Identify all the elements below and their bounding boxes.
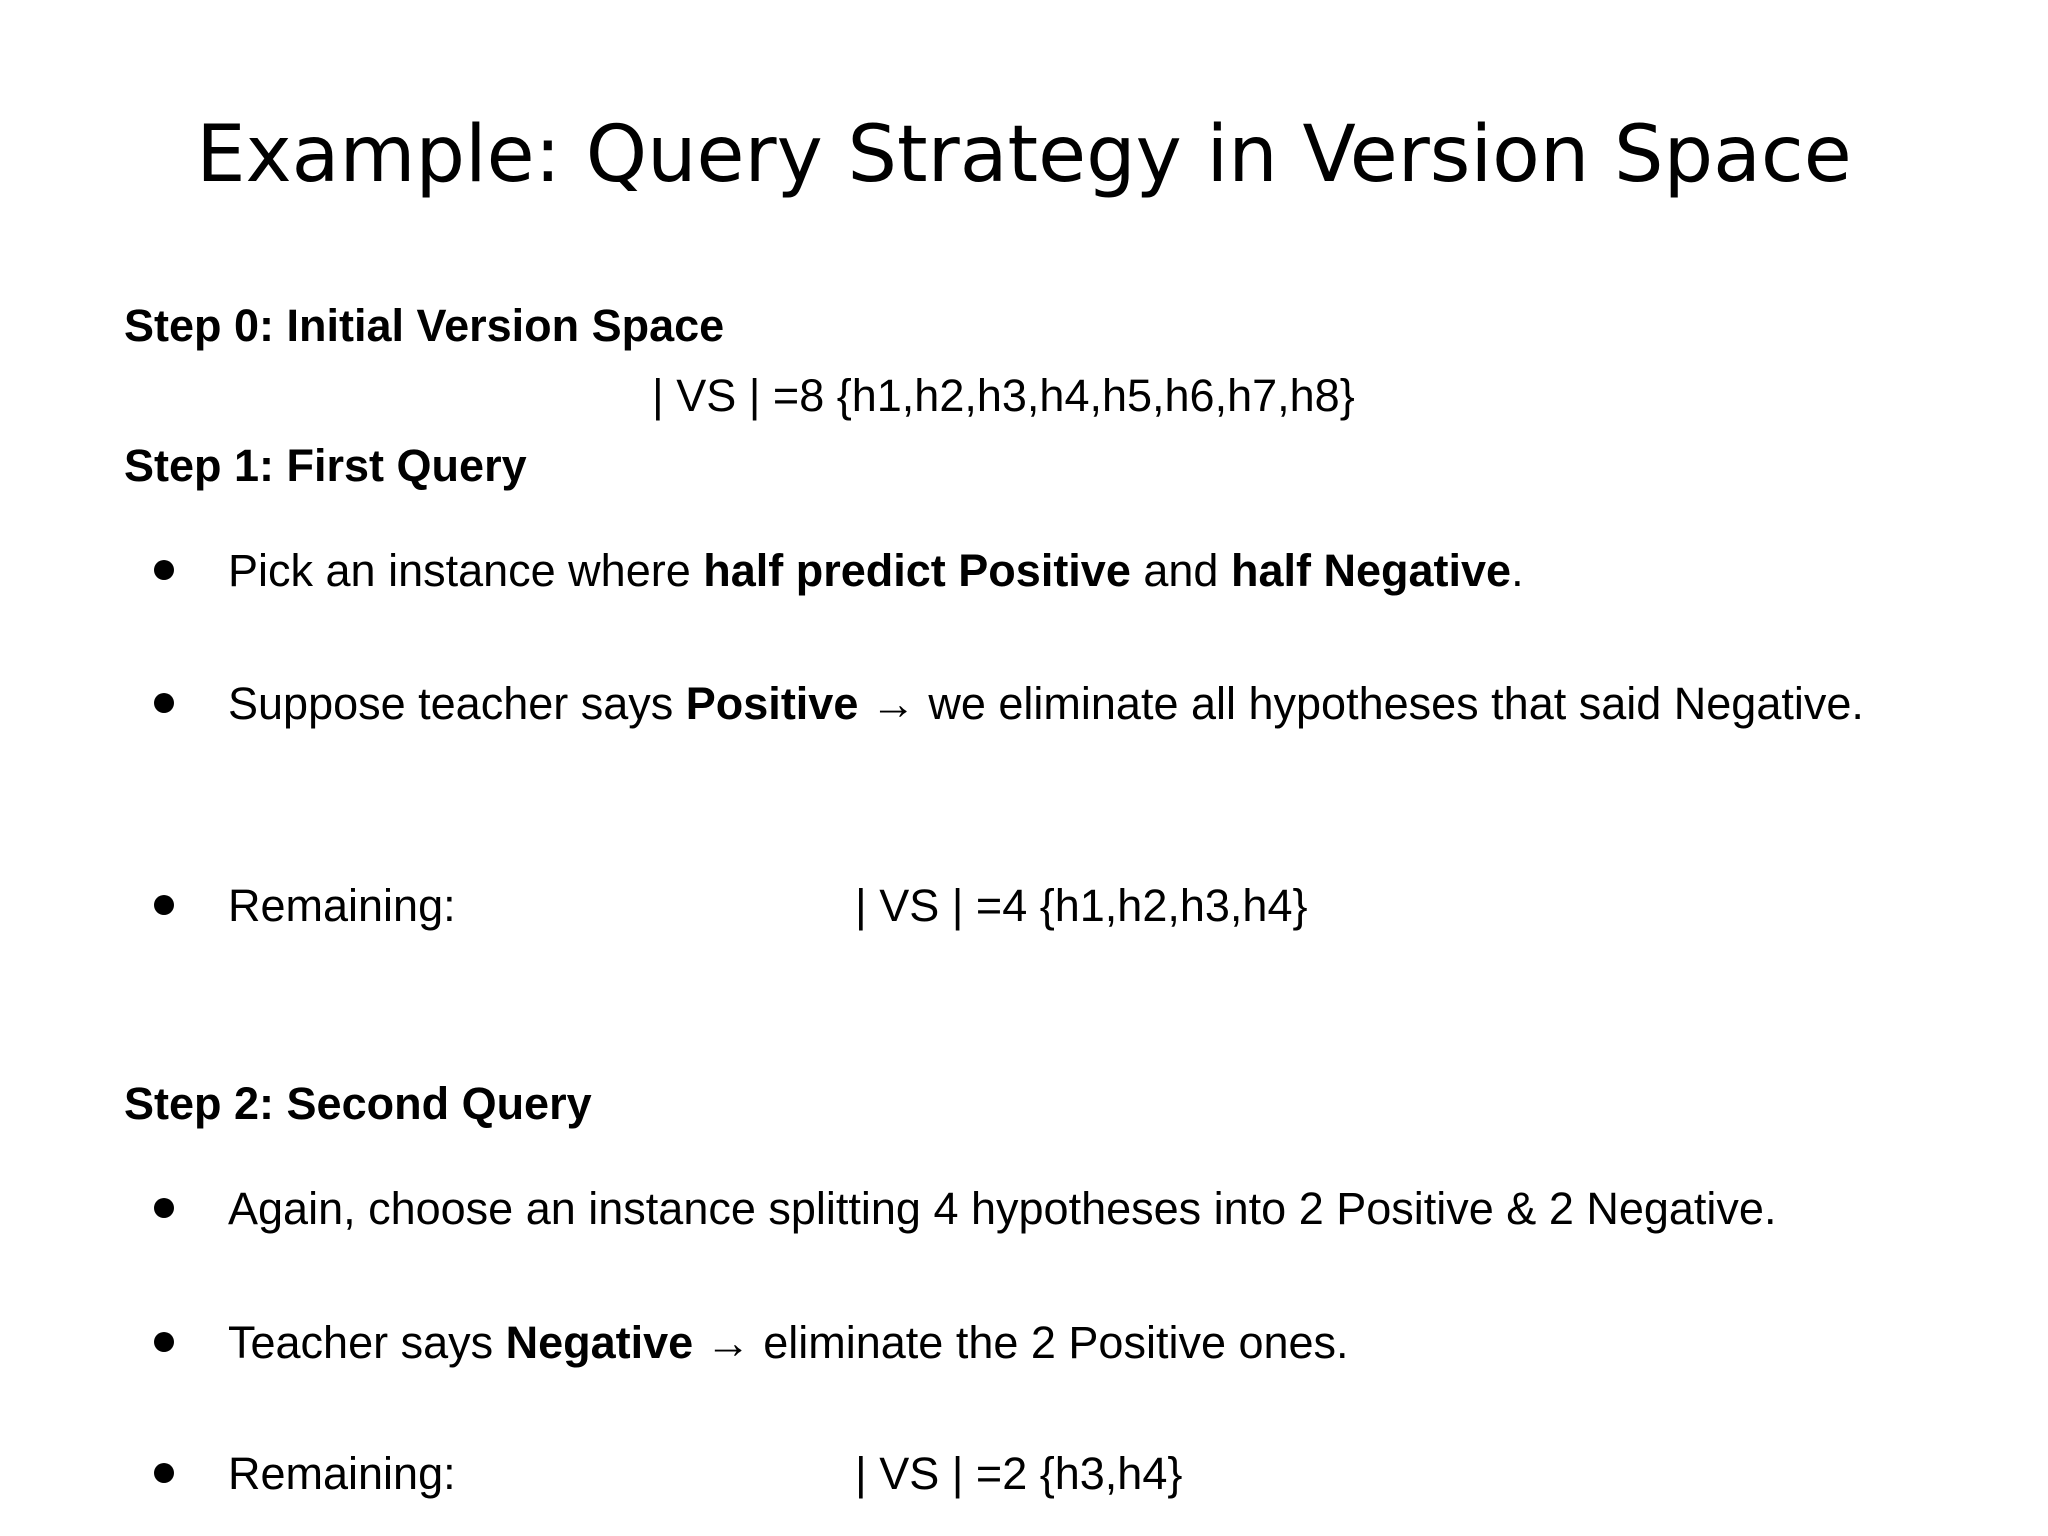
bullet-icon: [154, 1463, 174, 1483]
step2-remaining-label: Remaining:: [228, 1448, 456, 1499]
step2-heading: Step 2: Second Query: [124, 1078, 592, 1129]
step0-vs-line: | VS | =8 {h1,h2,h3,h4,h5,h6,h7,h8}: [652, 370, 1355, 421]
step2-remaining-value: | VS | =2 {h3,h4}: [855, 1448, 1183, 1499]
step1-bullet-1-text: Pick an instance where half predict Positive and half Negative.: [228, 545, 1524, 596]
bullet-icon: [154, 1198, 174, 1218]
bullet-icon: [154, 895, 174, 915]
step0-heading: Step 0: Initial Version Space: [124, 300, 725, 351]
slide-title: Example: Query Strategy in Version Space: [196, 110, 1852, 200]
step1-heading: Step 1: First Query: [124, 440, 527, 491]
step1-remaining-label: Remaining:: [228, 880, 456, 931]
bullet-icon: [154, 1332, 174, 1352]
bullet-icon: [154, 693, 174, 713]
step1-remaining-value: | VS | =4 {h1,h2,h3,h4}: [855, 880, 1308, 931]
bullet-icon: [154, 560, 174, 580]
step1-bullet-2-text: Suppose teacher says Positive → we eliminate all hypotheses that said Negative.: [228, 678, 1864, 729]
step2-bullet-1-text: Again, choose an instance splitting 4 hypotheses into 2 Positive & 2 Negative.: [228, 1183, 1777, 1234]
step2-bullet-2-text: Teacher says Negative → eliminate the 2 Positive ones.: [228, 1317, 1349, 1368]
